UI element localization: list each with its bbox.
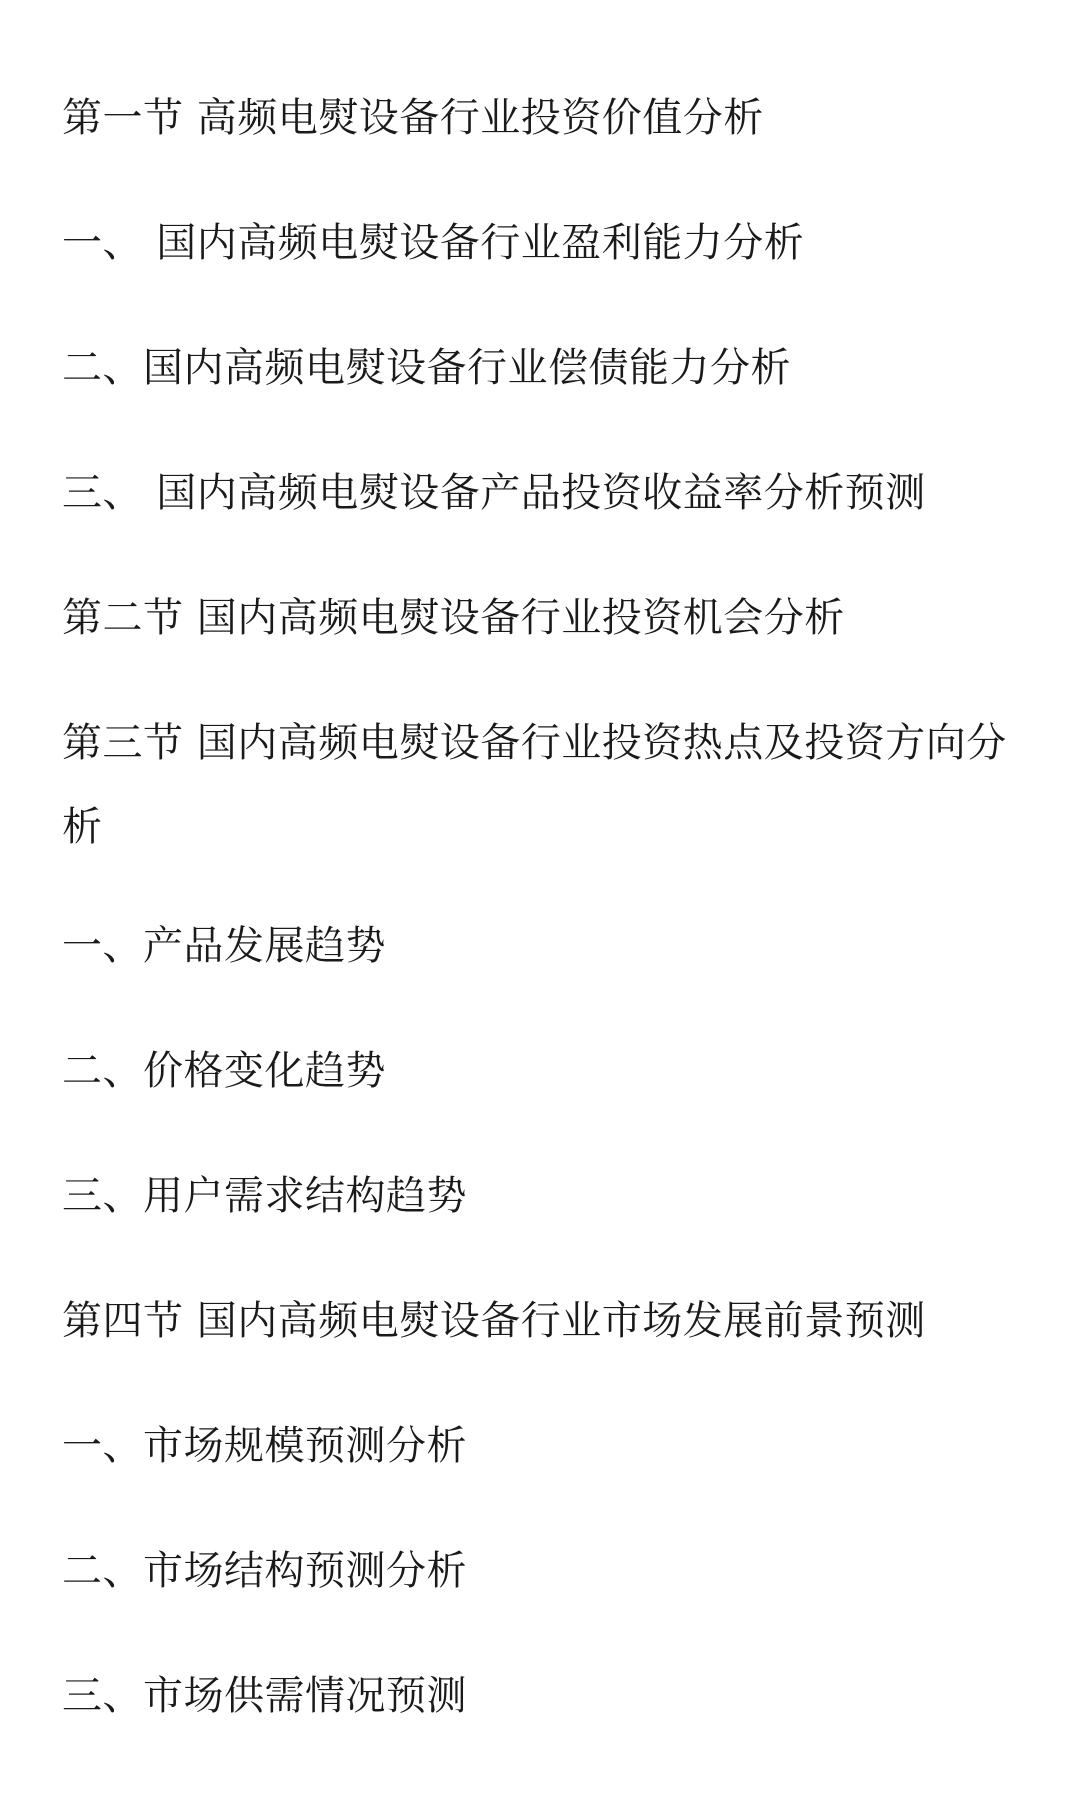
list-item: 二、市场结构预测分析 [62,1548,467,1594]
section-heading-2: 第二节 国内高频电熨设备行业投资机会分析 [62,595,845,641]
list-item: 二、价格变化趋势 [62,1048,386,1094]
list-item: 一、 国内高频电熨设备行业盈利能力分析 [62,220,805,266]
list-item: 二、国内高频电熨设备行业偿债能力分析 [62,345,791,391]
list-item: 一、产品发展趋势 [62,923,386,969]
section-heading-1: 第一节 高频电熨设备行业投资价值分析 [62,95,764,141]
list-item: 三、市场供需情况预测 [62,1673,467,1719]
section-heading-4: 第四节 国内高频电熨设备行业市场发展前景预测 [62,1298,926,1344]
section-heading-3: 第三节 国内高频电熨设备行业投资热点及投资方向分析 [62,720,1007,850]
list-item: 三、用户需求结构趋势 [62,1173,467,1219]
list-item: 三、 国内高频电熨设备产品投资收益率分析预测 [62,470,926,516]
list-item: 一、市场规模预测分析 [62,1423,467,1469]
